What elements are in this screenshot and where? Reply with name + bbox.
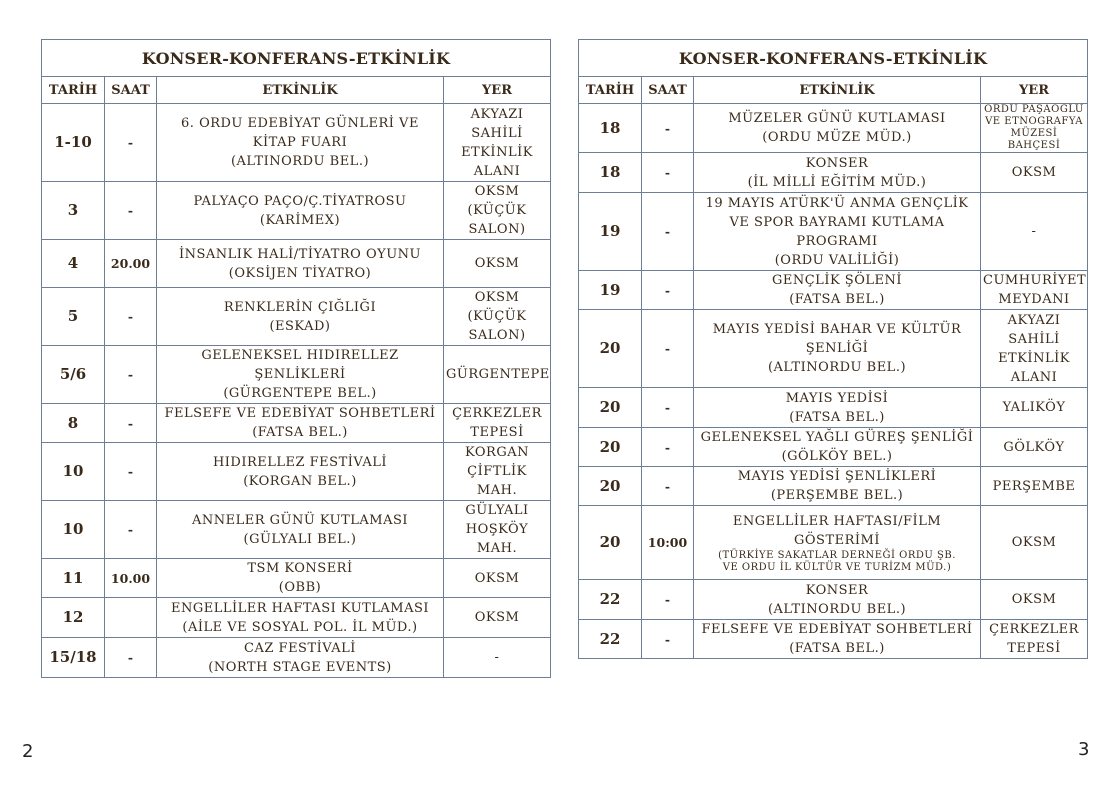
cell-date: 20 xyxy=(579,467,642,506)
cell-date: 12 xyxy=(42,598,105,638)
event-line: ENGELLİLER HAFTASI KUTLAMASI xyxy=(170,600,430,616)
cell-time: - xyxy=(642,104,694,153)
header-time: SAAT xyxy=(105,77,157,104)
cell-event xyxy=(157,638,444,678)
table-row xyxy=(42,182,551,240)
cell-place xyxy=(444,346,551,404)
place-line: AKYAZI xyxy=(1007,312,1061,328)
cell-place xyxy=(981,467,1088,506)
cell-date: 5 xyxy=(42,288,105,346)
event-line: HIDIRELLEZ FESTİVALİ xyxy=(212,454,388,470)
cell-time: - xyxy=(105,288,157,346)
table-row xyxy=(579,153,1088,193)
cell-time: - xyxy=(642,193,694,271)
cell-time: 10.00 xyxy=(105,559,157,598)
place-line: GÜRGENTEPE xyxy=(446,367,550,382)
event-line: (FATSA BEL.) xyxy=(789,641,885,656)
place-line: (KÜÇÜK xyxy=(467,309,527,324)
table-row xyxy=(42,240,551,288)
cell-place xyxy=(444,501,551,559)
cell-date: 20 xyxy=(579,428,642,467)
event-line: ŞENLİKLERİ xyxy=(254,367,346,382)
table-row xyxy=(579,271,1088,310)
events-table-right xyxy=(578,39,1088,659)
cell-place xyxy=(444,288,551,346)
event-line: (GÖLKÖY BEL.) xyxy=(781,449,893,464)
header-time: SAAT xyxy=(642,77,694,104)
cell-place xyxy=(444,104,551,182)
cell-place xyxy=(444,598,551,638)
cell-date: 1-10 xyxy=(42,104,105,182)
event-line: GENÇLİK ŞÖLENİ xyxy=(771,273,902,288)
event-line: (ESKAD) xyxy=(269,318,331,334)
event-line: GELENEKSEL HIDIRELLEZ xyxy=(201,348,399,363)
place-line: TEPESİ xyxy=(470,425,524,440)
table-row xyxy=(42,404,551,443)
cell-event xyxy=(694,580,981,620)
table-row xyxy=(42,501,551,559)
table-row xyxy=(42,559,551,598)
place-line: ORDU PAŞAOĞLU xyxy=(984,104,1084,115)
cell-time: - xyxy=(642,271,694,310)
place-line: SAHİLİ xyxy=(1008,331,1060,347)
cell-date: 5/6 xyxy=(42,346,105,404)
place-line: OKSM xyxy=(474,256,520,271)
cell-date: 19 xyxy=(579,271,642,310)
cell-place xyxy=(981,104,1088,153)
table-row xyxy=(579,388,1088,428)
cell-date: 20 xyxy=(579,310,642,388)
event-line: (ORDU VALİLİĞİ) xyxy=(774,252,900,268)
cell-event xyxy=(694,310,981,388)
place-line: ETKİNLİK xyxy=(998,350,1070,366)
cell-place xyxy=(981,310,1088,388)
event-line: (OBB) xyxy=(278,580,322,595)
cell-event xyxy=(157,443,444,501)
event-line: FELSEFE VE EDEBİYAT SOHBETLERİ xyxy=(164,406,436,421)
table-row xyxy=(42,638,551,678)
place-line: MÜZESİ BAHÇESİ xyxy=(1007,128,1061,151)
cell-place xyxy=(444,404,551,443)
place-line: OKSM xyxy=(474,570,520,586)
place-line: OKSM xyxy=(1011,592,1057,607)
cell-time: 20.00 xyxy=(105,240,157,288)
event-line: ENGELLİLER HAFTASI/FİLM xyxy=(732,513,942,529)
event-line: ANNELER GÜNÜ KUTLAMASI xyxy=(191,512,409,528)
cell-event xyxy=(157,240,444,288)
cell-place xyxy=(981,428,1088,467)
cell-event xyxy=(694,467,981,506)
event-line: (PERŞEMBE BEL.) xyxy=(770,488,904,503)
event-line: GÖSTERİMİ xyxy=(794,532,880,548)
event-line: (GÜLYALI BEL.) xyxy=(243,531,357,547)
table-row xyxy=(42,443,551,501)
cell-date: 20 xyxy=(579,506,642,580)
event-line: KONSER xyxy=(805,155,869,171)
cell-time: - xyxy=(642,620,694,659)
place-line: GÖLKÖY xyxy=(1003,439,1065,455)
header-event: ETKİNLİK xyxy=(157,77,444,104)
cell-time: - xyxy=(642,580,694,620)
place-line: OKSM xyxy=(474,184,520,199)
cell-date: 4 xyxy=(42,240,105,288)
table-row xyxy=(579,104,1088,153)
cell-date: 20 xyxy=(579,388,642,428)
event-line: TSM KONSERİ xyxy=(247,561,353,576)
event-line: (FATSA BEL.) xyxy=(789,292,885,307)
place-line: ÇERKEZLER xyxy=(452,406,542,421)
event-line: (OKSİJEN TİYATRO) xyxy=(228,265,372,281)
place-line: ETKİNLİK xyxy=(461,144,533,160)
place-line: HOŞKÖY xyxy=(465,522,529,537)
place-line: OKSM xyxy=(474,290,520,305)
cell-date: 18 xyxy=(579,153,642,193)
table-body xyxy=(579,104,1088,659)
place-line: AKYAZI xyxy=(470,106,524,122)
cell-date: 8 xyxy=(42,404,105,443)
place-line: SALON) xyxy=(468,222,526,237)
cell-time: - xyxy=(642,388,694,428)
table-row xyxy=(579,310,1088,388)
cell-time: 10:00 xyxy=(642,506,694,580)
header-event: ETKİNLİK xyxy=(694,77,981,104)
table-body xyxy=(42,104,551,678)
place-line: OKSM xyxy=(1011,165,1057,180)
cell-date: 10 xyxy=(42,443,105,501)
cell-time: - xyxy=(642,310,694,388)
table-row xyxy=(579,506,1088,580)
table-row xyxy=(42,598,551,638)
table-row xyxy=(42,288,551,346)
cell-event xyxy=(694,153,981,193)
cell-place xyxy=(981,388,1088,428)
table-row xyxy=(579,193,1088,271)
place-line: - xyxy=(1031,224,1037,239)
event-line: (ALTINORDU BEL.) xyxy=(767,601,907,617)
cell-place xyxy=(981,153,1088,193)
cell-event xyxy=(157,288,444,346)
cell-time: - xyxy=(105,443,157,501)
header-date: TARİH xyxy=(42,77,105,104)
cell-date: 11 xyxy=(42,559,105,598)
table-title: KONSER-KONFERANS-ETKİNLİK xyxy=(579,40,1088,77)
event-line: MAYIS YEDİSİ xyxy=(785,390,889,406)
event-line: VE SPOR BAYRAMI KUTLAMA xyxy=(729,214,945,230)
cell-time: - xyxy=(105,346,157,404)
page-number-left: 2 xyxy=(22,741,34,762)
event-line: (FATSA BEL.) xyxy=(789,409,885,425)
cell-date: 10 xyxy=(42,501,105,559)
event-line: KONSER xyxy=(805,582,869,598)
event-line: FELSEFE VE EDEBİYAT SOHBETLERİ xyxy=(701,622,973,637)
cell-date: 19 xyxy=(579,193,642,271)
header-place: YER xyxy=(981,77,1088,104)
event-line: (KARİMEX) xyxy=(259,212,341,228)
cell-event xyxy=(694,193,981,271)
place-line: ÇİFTLİK xyxy=(467,464,527,479)
header-place: YER xyxy=(444,77,551,104)
event-line: VE ORDU İL KÜLTÜR VE TURİZM MÜD.) xyxy=(722,561,952,573)
place-line: VE ETNOGRAFYA xyxy=(985,116,1083,127)
cell-event xyxy=(694,104,981,153)
place-line: MAH. xyxy=(476,541,518,556)
cell-event xyxy=(157,404,444,443)
cell-event xyxy=(157,598,444,638)
event-line: (KORGAN BEL.) xyxy=(243,473,357,489)
cell-date: 18 xyxy=(579,104,642,153)
cell-event xyxy=(157,182,444,240)
cell-time: - xyxy=(105,501,157,559)
event-line: İNSANLIK HALİ/TİYATRO OYUNU xyxy=(179,246,421,262)
table-row xyxy=(579,580,1088,620)
place-line: GÜLYALI xyxy=(465,503,529,518)
event-line: PALYAÇO PAÇO/Ç.TİYATROSU xyxy=(193,193,407,209)
cell-time: - xyxy=(105,638,157,678)
place-line: OKSM xyxy=(1011,535,1057,550)
event-line: (ORDU MÜZE MÜD.) xyxy=(762,130,912,145)
cell-event xyxy=(157,559,444,598)
event-line: ŞENLİĞİ xyxy=(805,341,869,356)
cell-time: - xyxy=(642,428,694,467)
place-line: - xyxy=(494,650,500,665)
event-line: CAZ FESTİVALİ xyxy=(244,640,356,656)
header-date: TARİH xyxy=(579,77,642,104)
place-line: MEYDANI xyxy=(998,292,1070,307)
table-title: KONSER-KONFERANS-ETKİNLİK xyxy=(42,40,551,77)
cell-place xyxy=(981,580,1088,620)
event-line: GELENEKSEL YAĞLI GÜREŞ ŞENLİĞİ xyxy=(700,430,974,445)
cell-date: 3 xyxy=(42,182,105,240)
place-line: KORGAN xyxy=(465,445,529,460)
cell-place xyxy=(981,193,1088,271)
place-line: SAHİLİ xyxy=(471,125,523,141)
table-row xyxy=(579,467,1088,506)
place-line: SALON) xyxy=(468,328,526,343)
place-line: (KÜÇÜK xyxy=(467,203,527,218)
page-number-right: 3 xyxy=(1078,739,1090,760)
event-line: KİTAP FUARI xyxy=(252,135,348,150)
cell-event xyxy=(694,428,981,467)
cell-place xyxy=(444,182,551,240)
cell-place xyxy=(981,271,1088,310)
cell-place xyxy=(444,443,551,501)
cell-event xyxy=(157,104,444,182)
place-line: TEPESİ xyxy=(1007,641,1061,656)
event-line: (GÜRGENTEPE BEL.) xyxy=(223,386,377,401)
cell-place xyxy=(444,559,551,598)
cell-time: - xyxy=(642,153,694,193)
cell-place xyxy=(444,638,551,678)
place-line: ÇERKEZLER xyxy=(989,622,1079,637)
event-line: RENKLERİN ÇIĞLIĞI xyxy=(223,299,377,315)
event-line: (İL MİLLİ EĞİTİM MÜD.) xyxy=(747,174,927,190)
cell-place xyxy=(981,506,1088,580)
cell-place xyxy=(981,620,1088,659)
place-line: ALANI xyxy=(1010,369,1058,385)
event-line: MÜZELER GÜNÜ KUTLAMASI xyxy=(728,111,946,126)
event-line: (NORTH STAGE EVENTS) xyxy=(208,659,392,675)
cell-event xyxy=(157,346,444,404)
cell-date: 22 xyxy=(579,580,642,620)
table-row xyxy=(579,620,1088,659)
event-line: 19 MAYIS ATÜRK'Ü ANMA GENÇLİK xyxy=(705,195,969,211)
place-line: YALIKÖY xyxy=(1002,400,1066,415)
place-line: CUMHURİYET xyxy=(983,273,1087,288)
table-row xyxy=(42,104,551,182)
cell-event xyxy=(694,506,981,580)
cell-time: - xyxy=(105,104,157,182)
place-line: OKSM xyxy=(474,610,520,625)
cell-event xyxy=(694,620,981,659)
place-line: MAH. xyxy=(476,483,518,498)
event-line: PROGRAMI xyxy=(796,233,878,249)
event-line: (TÜRKİYE SAKATLAR DERNEĞİ ORDU ŞB. xyxy=(718,549,956,561)
cell-date: 15/18 xyxy=(42,638,105,678)
event-line: (ALTINORDU BEL.) xyxy=(230,154,370,169)
cell-place xyxy=(444,240,551,288)
place-line: PERŞEMBE xyxy=(992,478,1076,494)
cell-event xyxy=(694,271,981,310)
event-line: (FATSA BEL.) xyxy=(252,425,348,440)
event-line: MAYIS YEDİSİ BAHAR VE KÜLTÜR xyxy=(712,322,962,337)
event-line: 6. ORDU EDEBİYAT GÜNLERİ VE xyxy=(181,116,419,131)
event-line: (ALTINORDU BEL.) xyxy=(767,360,907,375)
cell-event xyxy=(694,388,981,428)
event-line: (AİLE VE SOSYAL POL. İL MÜD.) xyxy=(182,619,418,635)
table-row xyxy=(42,346,551,404)
place-line: ALANI xyxy=(473,163,521,179)
events-table-left xyxy=(41,39,551,678)
cell-date: 22 xyxy=(579,620,642,659)
table-row xyxy=(579,428,1088,467)
cell-time: - xyxy=(105,182,157,240)
event-line: MAYIS YEDİSİ ŞENLİKLERİ xyxy=(737,469,937,484)
cell-time xyxy=(105,598,157,638)
cell-time: - xyxy=(642,467,694,506)
cell-time: - xyxy=(105,404,157,443)
cell-event xyxy=(157,501,444,559)
